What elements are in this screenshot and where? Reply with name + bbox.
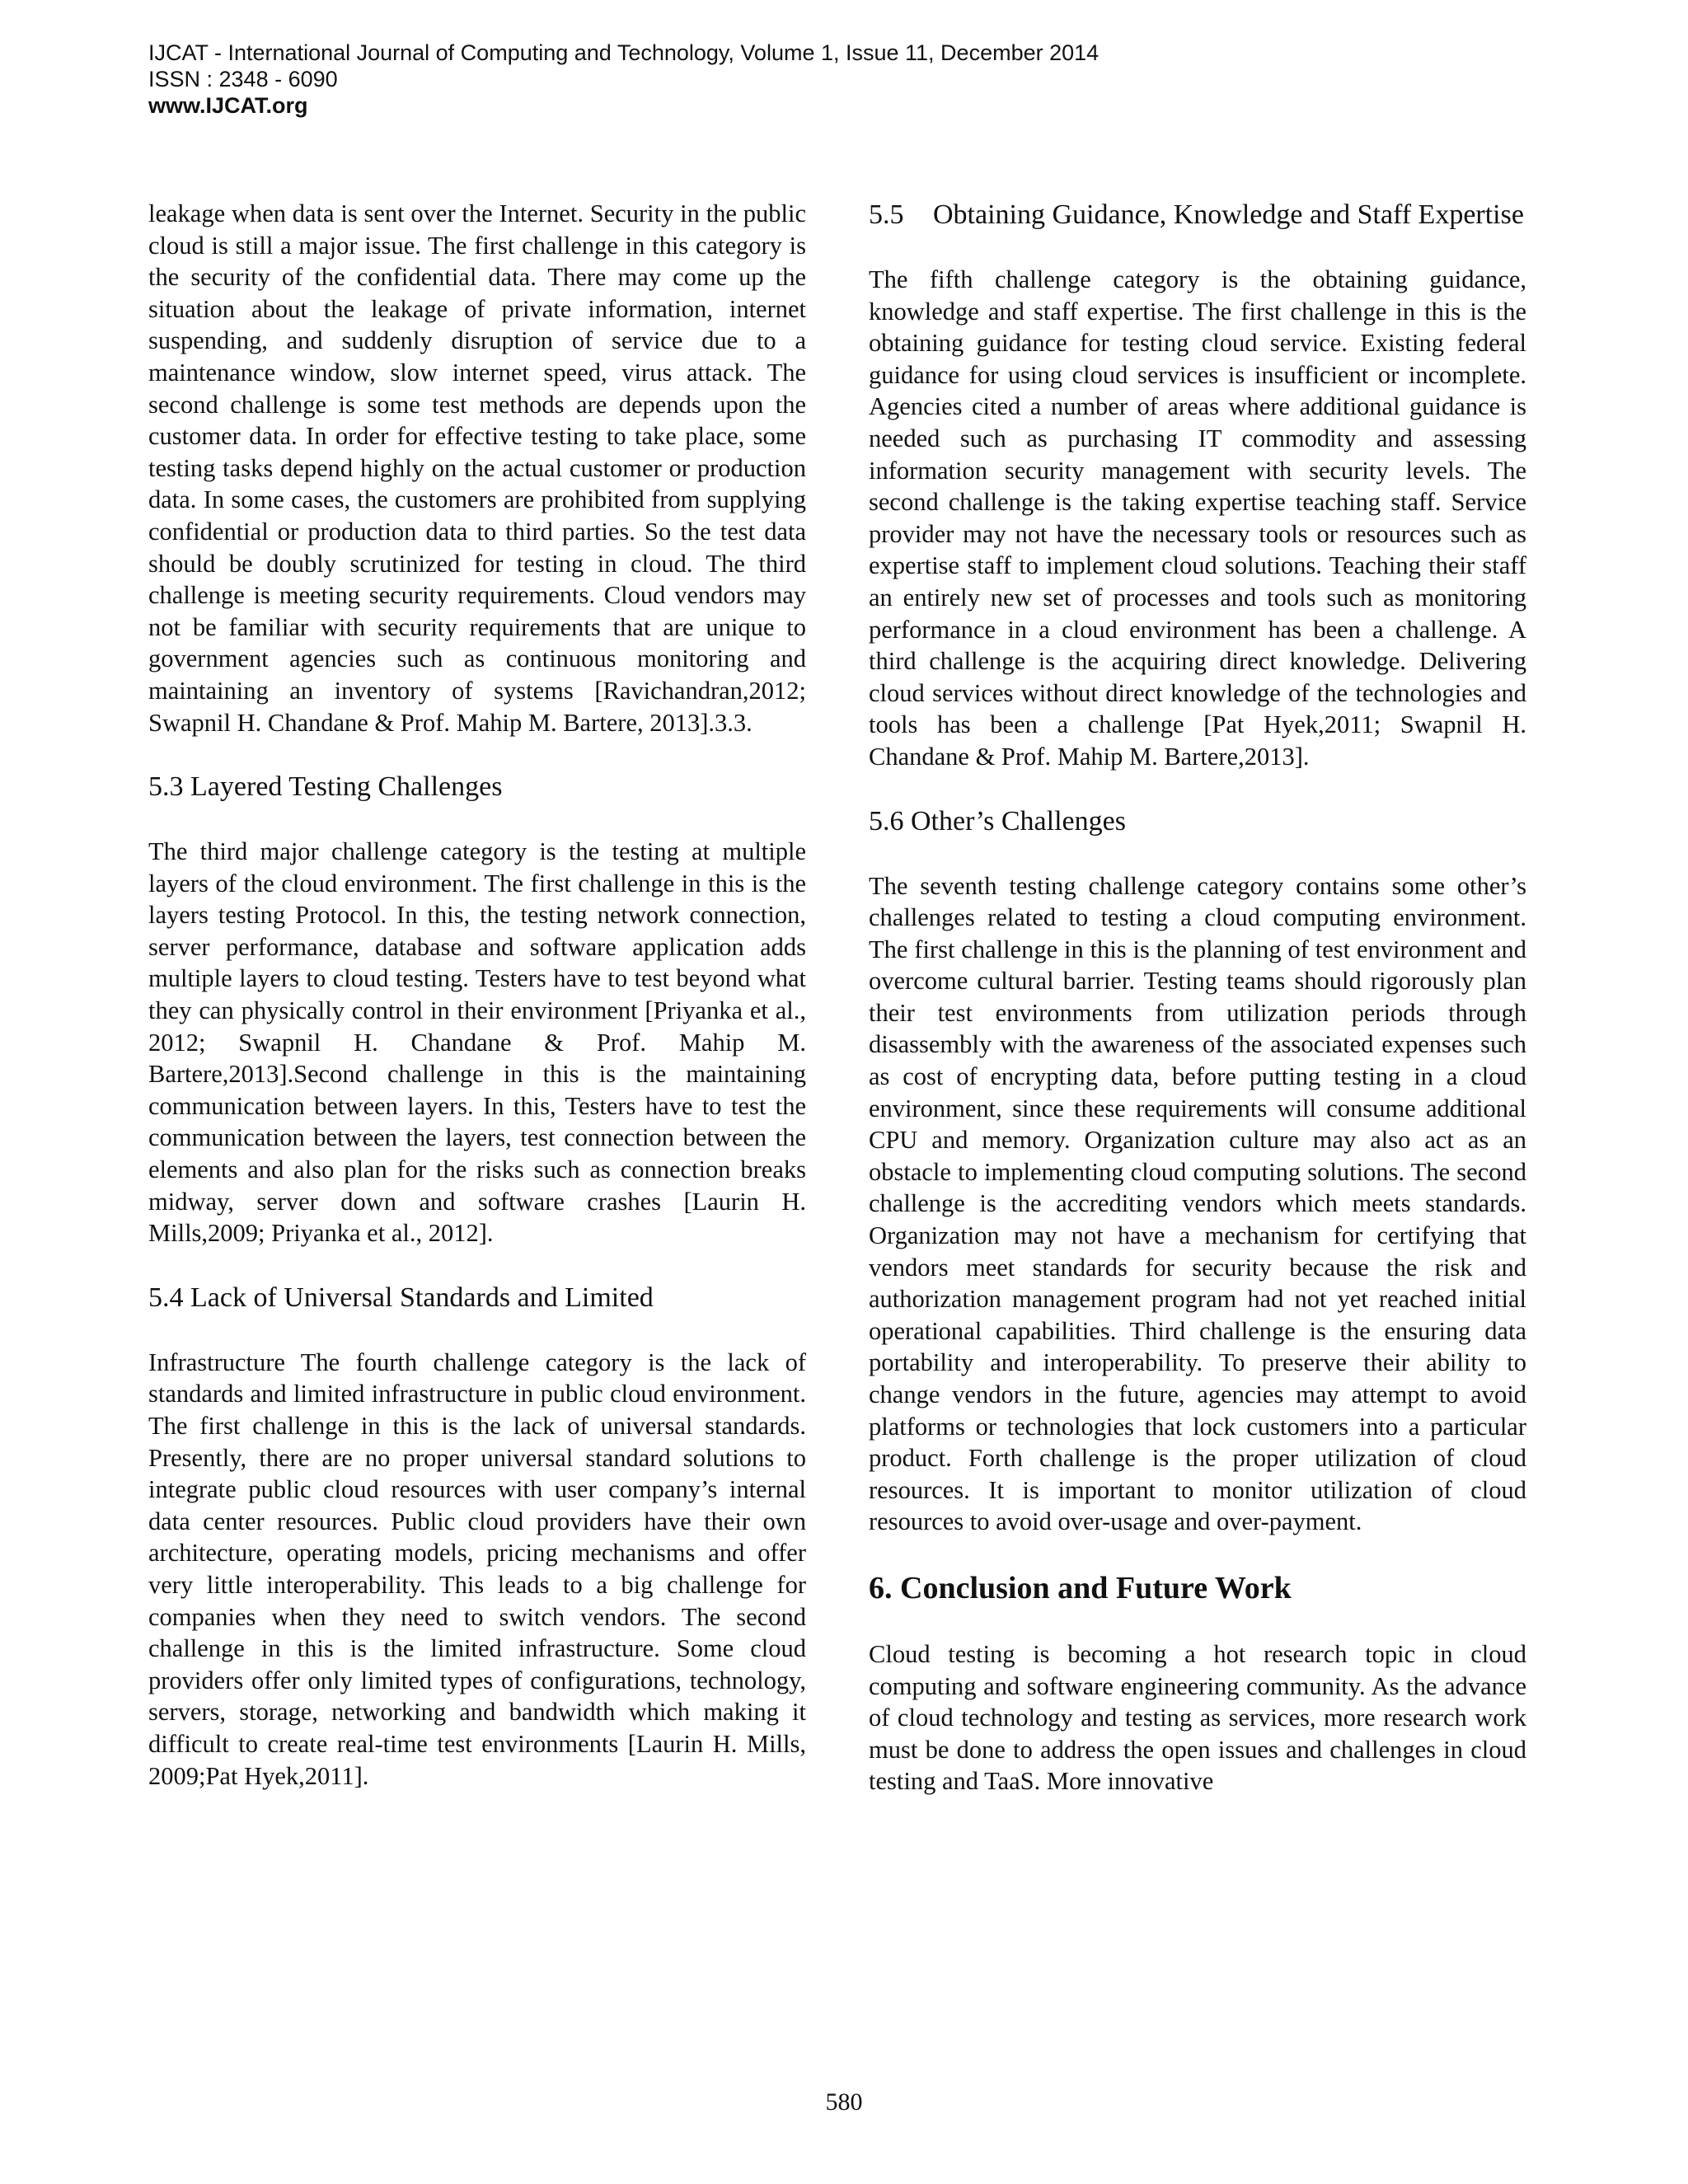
section-5-5-title: Obtaining Guidance, Knowledge and Staff Expertise — [933, 199, 1524, 230]
spacer — [148, 738, 806, 770]
spacer — [148, 1315, 806, 1347]
section-5-4-heading: 5.4 Lack of Universal Standards and Limited — [148, 1282, 654, 1313]
issn-line: ISSN : 2348 - 6090 — [148, 67, 338, 91]
continued-paragraph: leakage when data is sent over the Internet. Security in the public cloud is still a major issue. The first challenge in this category is the security of the confidential data. There may come up the situation about the leakage of private information, internet suspending, and suddenly disruption of service due to a maintenance window, slow internet speed, virus attack. The second challenge is some test methods are depends upon the customer data. In order for effective testing to take place, some testing tasks depend highly on the actual customer or production data. In some cases, the customers are prohibited from supplying confidential or production data to third parties. So the test data should be doubly scrutinized for testing in cloud. The third challenge is meeting security requirements. Cloud vendors may not be familiar with security requirements that are unique to government agencies such as continuous monitoring and maintaining an inventory of systems [Ravichandran,2012; Swapnil H. Chandane & Prof. Mahip M. Bartere, 2013].3.3. — [148, 199, 806, 737]
section-6-body: Cloud testing is becoming a hot research topic in cloud computing and software engineering community. As the advance of cloud technology and testing as services, more research work must be done to address the open issues and challenges in cloud testing and TaaS. More innovative — [869, 1639, 1526, 1796]
spacer — [148, 804, 806, 836]
section-6-heading: 6. Conclusion and Future Work — [869, 1570, 1292, 1605]
section-5-5-number: 5.5 — [869, 199, 904, 230]
section-5-3-body: The third major challenge category is the testing at multiple layers of the cloud environment. The first challenge in this is the layers testing Protocol. In this, the testing network connection, server performance, database and software application adds multiple layers to cloud testing. Testers have to test beyond what they can physically control in their environment [Priyanka et al., 2012; Swapnil H. Chandane & Prof. Mahip M. Bartere,2013].Second challenge in this is the maintaining communication between layers. In this, Testers have to test the communication between the layers, test connection between the elements and also plan for the risks such as connection breaks midway, server down and software crashes [Laurin H. Mills,2009; Priyanka et al., 2012]. — [148, 837, 806, 1248]
spacer — [869, 839, 1526, 870]
spacer — [869, 1607, 1526, 1638]
left-column — [148, 198, 806, 1792]
section-5-3-heading: 5.3 Layered Testing Challenges — [148, 771, 503, 803]
journal-website-link[interactable]: www.IJCAT.org — [148, 93, 308, 118]
right-column — [869, 198, 1526, 1797]
spacer — [148, 1249, 806, 1281]
section-5-5-body: The fifth challenge category is the obtaining guidance, knowledge and staff expertise. The first challenge in this is the obtaining guidance for testing cloud service. Existing federal guidance for using cloud services is insufficient or incomplete. Agencies cited a number of areas where additional guidance is needed such as purchasing IT commodity and assessing information security management with security levels. The second challenge is the taking expertise teaching staff. Service provider may not have the necessary tools or resources such as expertise staff to implement cloud solutions. Teaching their staff an entirely new set of processes and tools such as monitoring performance in a cloud environment has been a challenge. A third challenge is the acquiring direct knowledge. Delivering cloud services without direct knowledge of the technologies and tools has been a challenge [Pat Hyek,2011; Swapnil H. Chandane & Prof. Mahip M. Bartere,2013]. — [869, 265, 1526, 771]
section-5-6-body: The seventh testing challenge category contains some other’s challenges related to testing a cloud computing environment. The first challenge in this is the planning of test environment and overcome cultural barrier. Testing teams should rigorously plan their test environments from utilization periods through disassembly with the awareness of the associated expenses such as cost of encrypting data, before putting testing in a cloud environment, since these requirements will consume additional CPU and memory. Organization culture may also act as an obstacle to implementing cloud computing solutions. The second challenge is the accrediting vendors which meets standards. Organization may not have a mechanism for certifying that vendors meet standards for security because the risk and authorization management program had not yet reached initial operational capabilities. Third challenge is the ensuring data portability and interoperability. To preserve their ability to change vendors in the future, agencies may attempt to avoid platforms or technologies that lock customers into a particular product. Forth challenge is the proper utilization of cloud resources. It is important to monitor utilization of cloud resources to avoid over-usage and over-payment. — [869, 871, 1526, 1536]
running-header — [148, 40, 1099, 119]
section-5-4-body: Infrastructure The fourth challenge category is the lack of standards and limited infrastructure in public cloud environment. The first challenge in this is the lack of universal standards. Presently, there are no proper universal standard solutions to integrate public cloud resources with user company’s internal data center resources. Public cloud providers have their own architecture, operating models, pricing mechanisms and offer very little interoperability. This leads to a big challenge for companies when they need to switch vendors. The second challenge in this is the limited infrastructure. Some cloud providers offer only limited types of configurations, technology, servers, storage, networking and bandwidth which making it difficult to create real-time test environments [Laurin H. Mills, 2009;Pat Hyek,2011]. — [148, 1347, 806, 1790]
spacer — [869, 1538, 1526, 1569]
page-number: 580 — [825, 2088, 863, 2116]
spacer — [869, 232, 1526, 264]
section-5-6-heading: 5.6 Other’s Challenges — [869, 805, 1126, 837]
journal-title: IJCAT - International Journal of Computing and Technology, Volume 1, Issue 11, December 2014 — [148, 40, 1100, 65]
spacer — [869, 773, 1526, 804]
section-5-5-heading — [869, 198, 1526, 232]
